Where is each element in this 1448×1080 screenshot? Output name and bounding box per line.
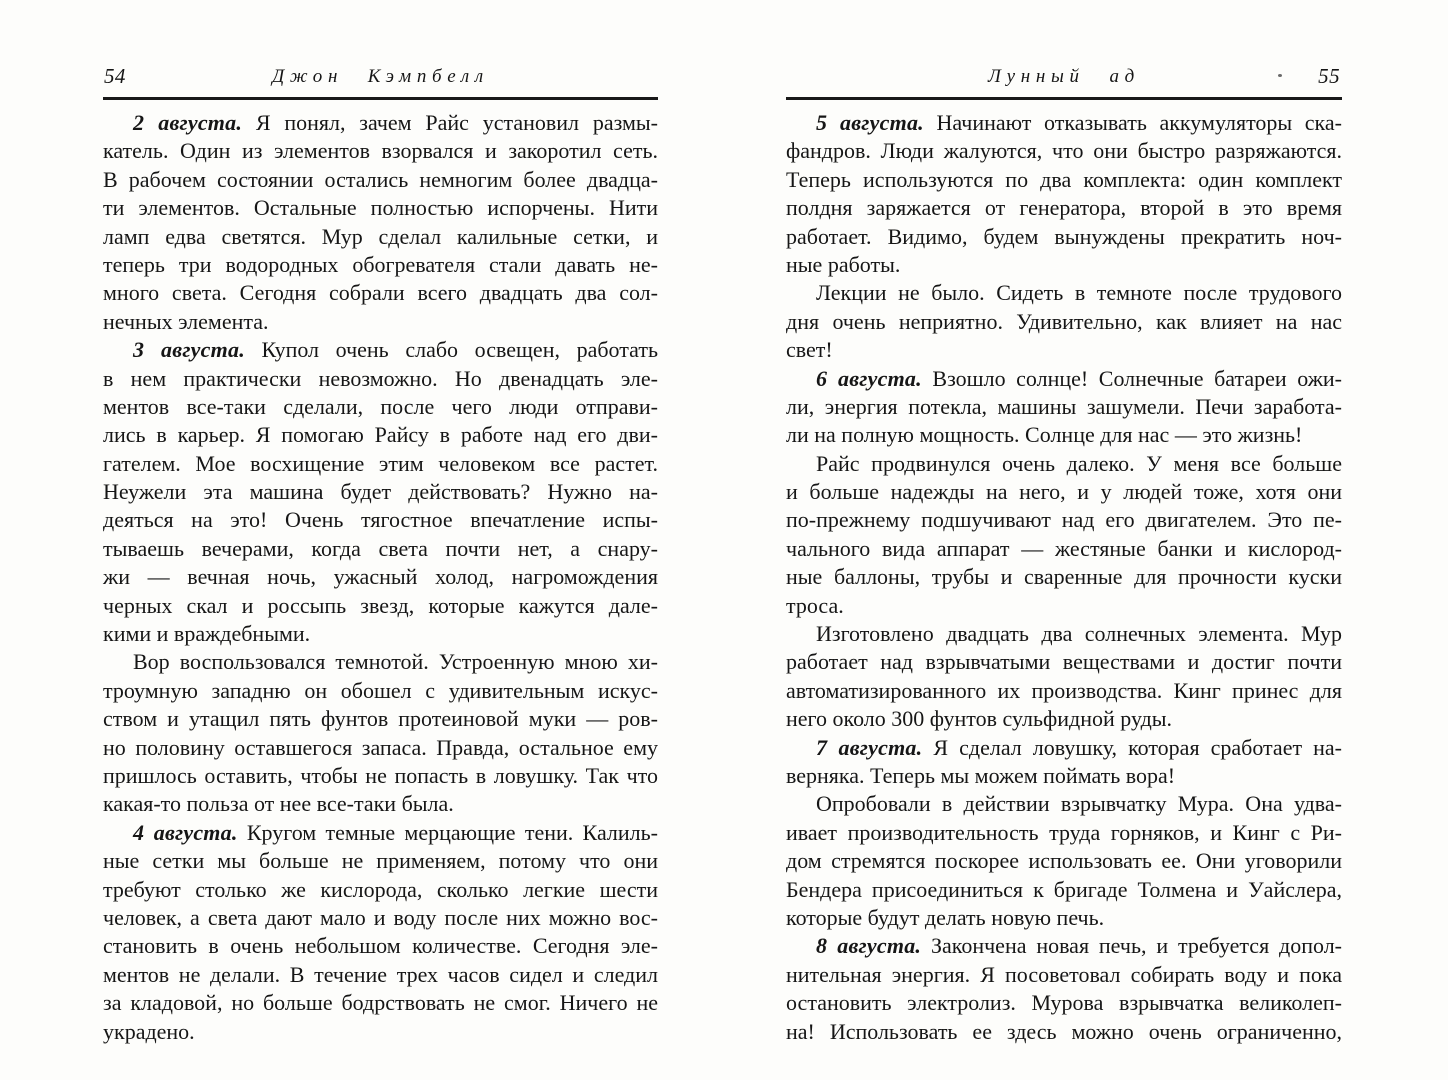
text-line: него около 300 фунтов сульфидной руды. bbox=[786, 706, 1173, 732]
date-heading: 2 августа. bbox=[133, 110, 243, 135]
text-line: черных скал и россыпь звезд, которые кажутся дале- bbox=[103, 592, 658, 618]
text-line: украдено. bbox=[103, 1018, 195, 1044]
text-line: теперь три водородных обогревателя стали давать не- bbox=[103, 251, 658, 277]
text-line: ивает производительность труда горняков, и Кинг с Ри- bbox=[786, 819, 1342, 845]
right-page-header bbox=[786, 60, 1342, 100]
left-page bbox=[103, 60, 658, 1046]
date-heading: 4 августа. bbox=[133, 819, 238, 845]
text-line: и больше надежды на него, и у людей тоже, хотя они bbox=[786, 479, 1342, 505]
text-line: работает над взрывчатыми веществами и достиг почти bbox=[786, 649, 1342, 675]
text-line: 6 августа. Взошло солнце! Солнечные батареи ожи- bbox=[816, 365, 1342, 391]
text-line: ти элементов. Остальные полностью испорчены. Нити bbox=[103, 195, 658, 221]
text-line: Теперь используются по два комплекта: один комплект bbox=[786, 166, 1342, 192]
text-line: ные работы. bbox=[786, 251, 901, 277]
page-number: 55 bbox=[1318, 64, 1340, 88]
text-line: остановить электролиз. Мурова взрывчатка великолеп- bbox=[786, 990, 1342, 1016]
text-line: требуют столько же кислорода, сколько легкие шести bbox=[103, 876, 658, 902]
text-line: человек, а света дают мало и воду после них можно вос- bbox=[103, 904, 658, 930]
text-line: жи — вечная ночь, ужасный холод, нагромождения bbox=[103, 564, 658, 590]
text-line: В рабочем состоянии остались немногим более двадца- bbox=[103, 166, 658, 192]
text-line: полдня заряжается от генератора, второй в это время bbox=[786, 195, 1342, 221]
text-line: 5 августа. Начинают отказывать аккумуляторы ска- bbox=[816, 110, 1342, 135]
text-line: нительная энергия. Я посоветовал собирать воду и пока bbox=[786, 961, 1342, 987]
text-line: ментов не делали. В течение трех часов сидел и следил bbox=[103, 961, 658, 987]
text-line: деяться на это! Очень тягостное впечатление испы- bbox=[103, 507, 658, 533]
text-line: гателем. Мое восхищение этим человеком все растет. bbox=[103, 450, 658, 476]
text-line: на! Использовать ее здесь можно очень ограниченно, bbox=[786, 1018, 1342, 1044]
running-title: Лунный ад bbox=[988, 66, 1140, 87]
text-line: катель. Один из элементов взорвался и закоротил сеть. bbox=[103, 138, 658, 164]
date-heading: 6 августа. bbox=[816, 365, 922, 391]
text-line: Неужели эта машина будет действовать? Нужно на- bbox=[103, 479, 658, 505]
text-line: лись в карьер. Я помогаю Райсу в работе над его дви- bbox=[103, 422, 658, 448]
text-line: Опробовали в действии взрывчатку Мура. Она удва- bbox=[816, 791, 1342, 817]
text-line: становить в очень небольшом количестве. Сегодня эле- bbox=[103, 933, 658, 959]
left-page-body bbox=[103, 109, 658, 1046]
text-line: кими и враждебными. bbox=[103, 621, 311, 647]
page-number: 54 bbox=[104, 64, 126, 88]
text-line: какая-то польза от нее все-таки была. bbox=[103, 791, 454, 817]
text-line: в нем практически невозможно. Но двенадцать эле- bbox=[103, 365, 658, 391]
text-line: Бендера присоединиться к бригаде Толмена и Уайслера, bbox=[786, 876, 1342, 902]
right-page bbox=[786, 60, 1342, 1046]
text-line: Лекции не было. Сидеть в темноте после трудового bbox=[816, 280, 1342, 306]
text-line: дом стремятся поскорее использовать ее. Они уговорили bbox=[786, 848, 1342, 874]
text-line: нечных элемента. bbox=[103, 308, 269, 334]
text-line: троумную западню он обошел с удивительным искус- bbox=[103, 677, 658, 703]
text-line: ламп едва светятся. Мур сделал калильные сетки, и bbox=[103, 223, 658, 249]
text-line: ли, энергия потекла, машины зашумели. Печи заработа- bbox=[786, 393, 1342, 419]
text-line: верняка. Теперь мы можем поймать вора! bbox=[786, 762, 1176, 788]
text-line: чального вида аппарат — жестяные банки и кислород- bbox=[786, 535, 1342, 561]
text-line: 3 августа. Купол очень слабо освещен, работать bbox=[133, 337, 658, 363]
text-line: троса. bbox=[786, 592, 844, 618]
text-line: много света. Сегодня собрали всего двадцать два сол- bbox=[103, 280, 658, 306]
text-line: 2 августа. Я понял, зачем Райс установил размы- bbox=[133, 110, 659, 135]
text-line: дня очень неприятно. Удивительно, как влияет на нас bbox=[786, 308, 1342, 334]
text-line: но половину оставшегося запаса. Правда, остальное ему bbox=[103, 734, 658, 760]
left-page-header bbox=[103, 60, 658, 100]
text-line: за кладовой, но больше бодрствовать не смог. Ничего не bbox=[103, 990, 658, 1016]
running-title: Джон Кэмпбелл bbox=[272, 66, 489, 87]
text-line: Вор воспользовался темнотой. Устроенную мною хи- bbox=[133, 649, 658, 675]
text-line: фандров. Люди жалуются, что они быстро разряжаются. bbox=[786, 138, 1342, 164]
text-line: ли на полную мощность. Солнце для нас — это жизнь! bbox=[786, 422, 1303, 448]
text-line: ные сетки мы больше не применяем, потому что они bbox=[103, 848, 658, 874]
text-line: которые будут делать новую печь. bbox=[786, 904, 1105, 930]
text-line: Изготовлено двадцать два солнечных элемента. Мур bbox=[816, 621, 1342, 647]
text-line: Райс продвинулся очень далеко. У меня все больше bbox=[816, 450, 1342, 476]
text-line: ные баллоны, трубы и сваренные для прочности куски bbox=[786, 564, 1342, 590]
text-line: 8 августа. Закончена новая печь, и требуется допол- bbox=[816, 933, 1343, 959]
text-line: пришлось оставить, чтобы не попасть в ловушку. Так что bbox=[103, 762, 658, 788]
right-page-body bbox=[786, 109, 1342, 1046]
date-heading: 3 августа. bbox=[133, 337, 245, 363]
date-heading: 8 августа. bbox=[816, 933, 922, 959]
text-line: работает. Видимо, будем вынуждены прекратить ноч- bbox=[786, 223, 1342, 249]
date-heading: 7 августа. bbox=[816, 734, 923, 760]
text-line: автоматизированного их производства. Кинг принес для bbox=[786, 677, 1342, 703]
text-line: 4 августа. Кругом темные мерцающие тени. Калиль- bbox=[133, 819, 658, 845]
text-line: ментов все-таки сделали, после чего люди отправи- bbox=[103, 393, 658, 419]
text-line: тываешь вечерами, когда света почти нет, а снару- bbox=[103, 535, 658, 561]
text-line: 7 августа. Я сделал ловушку, которая сработает на- bbox=[816, 734, 1342, 760]
date-heading: 5 августа. bbox=[816, 110, 924, 135]
text-line: свет! bbox=[786, 337, 833, 363]
text-line: ством и утащил пять фунтов протеиновой муки — ров- bbox=[103, 706, 658, 732]
text-line: по-прежнему подшучивают над его двигателем. Это пе- bbox=[786, 507, 1342, 533]
